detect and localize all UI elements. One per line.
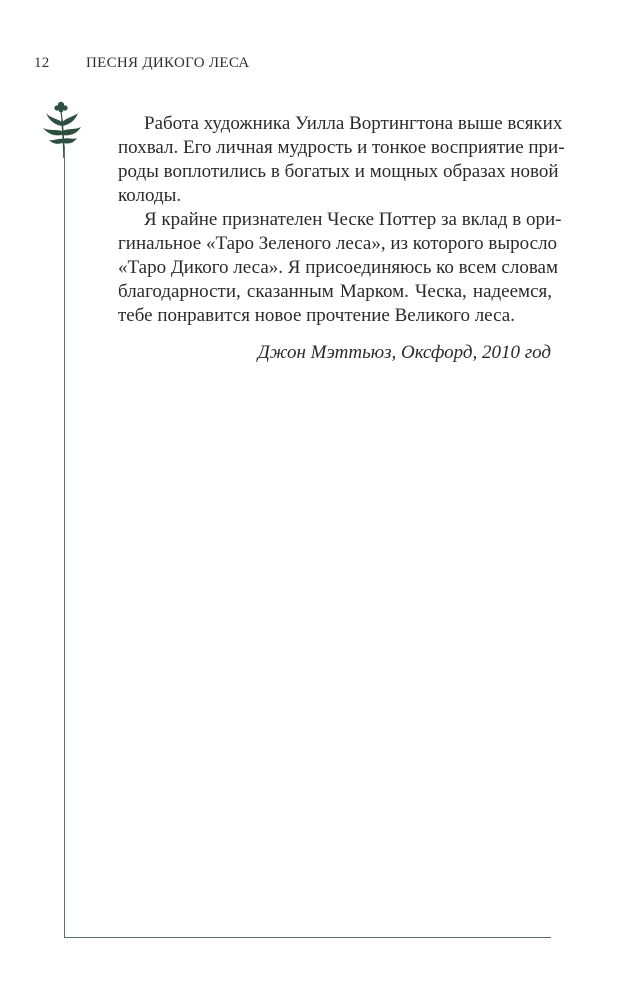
paragraph-2 — [92, 208, 562, 328]
text-line: роды воплотились в богатых и мощных образах новой — [118, 161, 559, 182]
text-line: «Таро Дикого леса». Я присоединяюсь ко всем словам — [118, 257, 558, 278]
body-text — [92, 112, 565, 328]
text-line: благодарности, сказанным Марком. Ческа, надеемся, — [118, 281, 552, 302]
text-line: колоды. — [118, 185, 182, 206]
page-number: 12 — [34, 55, 50, 71]
text-line: тебе понравится новое прочтение Великого леса. — [118, 305, 515, 326]
leaf-sprig-icon — [40, 98, 84, 158]
text-line: Я крайне признателен Ческе Поттер за вклад в ори- — [144, 209, 562, 230]
text-line: гинальное «Таро Зеленого леса», из которого выросло — [118, 233, 558, 254]
running-title: ПЕСНЯ ДИКОГО ЛЕСА — [86, 55, 250, 71]
paragraph-1 — [92, 112, 565, 208]
text-line: похвал. Его личная мудрость и тонкое восприятие при- — [118, 137, 565, 158]
text-line: Работа художника Уилла Вортингтона выше всяких — [144, 113, 563, 134]
running-header — [34, 55, 250, 72]
signature: Джон Мэттьюз, Оксфорд, 2010 год — [257, 342, 551, 363]
bottom-horizontal-rule — [64, 937, 551, 938]
margin-vertical-rule — [64, 146, 65, 937]
